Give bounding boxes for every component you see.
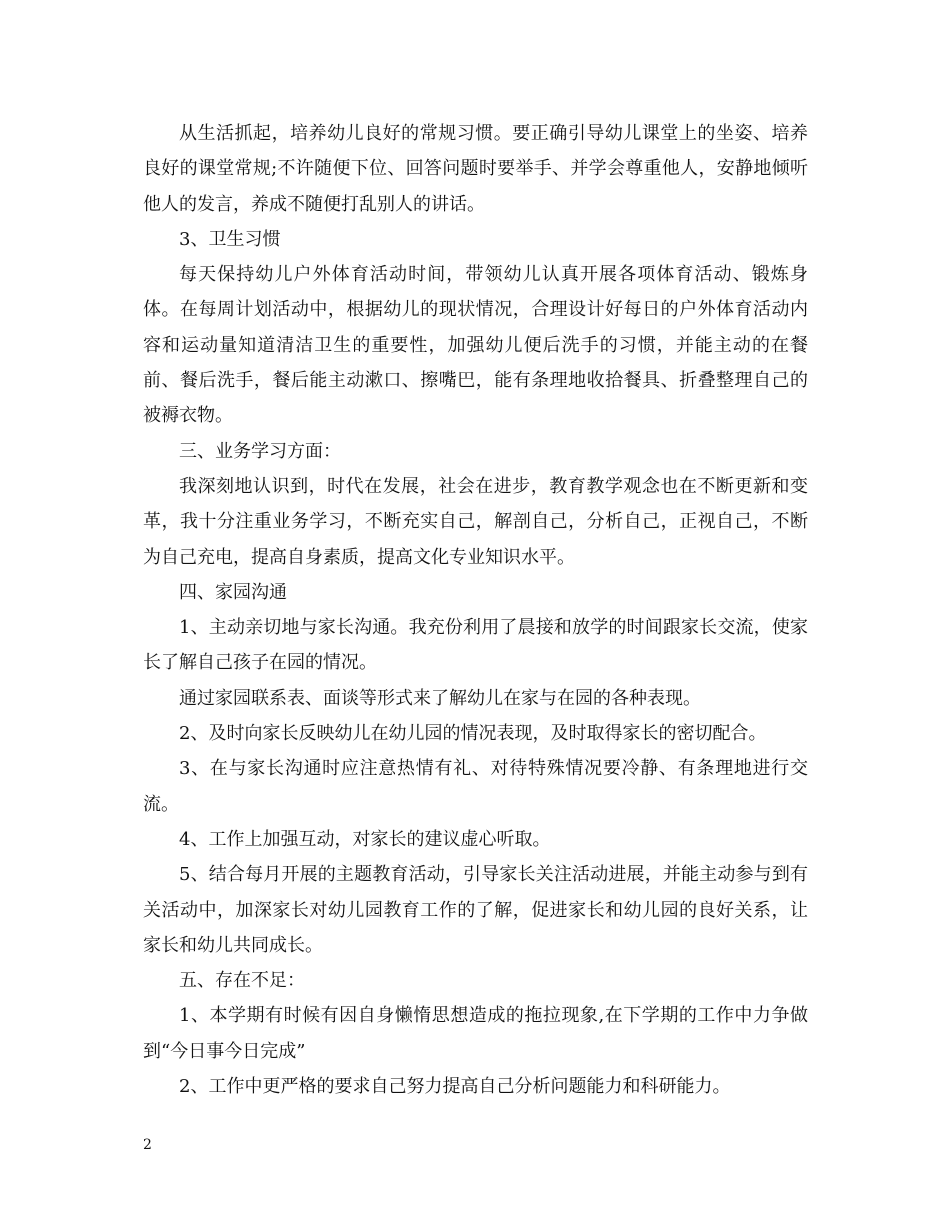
- paragraph: 4、工作上加强互动，对家长的建议虚心听取。: [179, 828, 551, 850]
- paragraph: 3、在与家长沟通时应注意热情有礼、对待特殊情况要冷静、有条理地进行交流。: [143, 758, 808, 815]
- section-heading: 四、家园沟通: [179, 581, 287, 603]
- paragraph: 从生活抓起，培养幼儿良好的常规习惯。要正确引导幼儿课堂上的坐姿、培养良好的课堂常规;不许随便下位、回答问题时要举手、并学会尊重他人，安静地倾听他人的发言，养成不随便打乱别人的讲话。: [143, 123, 808, 215]
- paragraph: 我深刻地认识到，时代在发展，社会在进步，教育教学观念也在不断更新和变革，我十分注重业务学习，不断充实自己，解剖自己，分析自己，正视自己，不断为自己充电，提高自身素质，提高文化专业知识水平。: [143, 475, 808, 568]
- paragraph: 2、及时向家长反映幼儿在幼儿园的情况表现，及时取得家长的密切配合。: [179, 723, 767, 745]
- paragraph: 2、工作中更严格的要求自己努力提高自己分析问题能力和科研能力。: [179, 1076, 731, 1098]
- page-number: 2: [143, 1137, 152, 1153]
- paragraph: 1、主动亲切地与家长沟通。我充份利用了晨接和放学的时间跟家长交流，使家长了解自己孩子在园的情况。: [143, 617, 808, 674]
- section-heading: 3、卫生习惯: [179, 228, 281, 250]
- section-heading: 五、存在不足：: [179, 970, 305, 992]
- paragraph: 通过家园联系表、面谈等形式来了解幼儿在家与在园的各种表现。: [179, 687, 701, 709]
- document-body: [143, 116, 808, 1104]
- paragraph: 每天保持幼儿户外体育活动时间，带领幼儿认真开展各项体育活动、锻炼身体。在每周计划活动中，根据幼儿的现状情况，合理设计好每日的户外体育活动内容和运动量知道清洁卫生的重要性，加强幼儿便后洗手的习惯，并能主动的在餐前、餐后洗手，餐后能主动漱口、擦嘴巴，能有条理地收拾餐具、折叠整理自己的被褥衣物。: [143, 264, 808, 427]
- paragraph: 1、本学期有时候有因自身懒惰思想造成的拖拉现象,在下学期的工作中力争做到“今日事今日完成”: [143, 1005, 808, 1062]
- paragraph: 5、结合每月开展的主题教育活动，引导家长关注活动进展，并能主动参与到有关活动中，加深家长对幼儿园教育工作的了解，促进家长和幼儿园的良好关系，让家长和幼儿共同成长。: [143, 864, 808, 956]
- section-heading: 三、业务学习方面：: [179, 440, 341, 462]
